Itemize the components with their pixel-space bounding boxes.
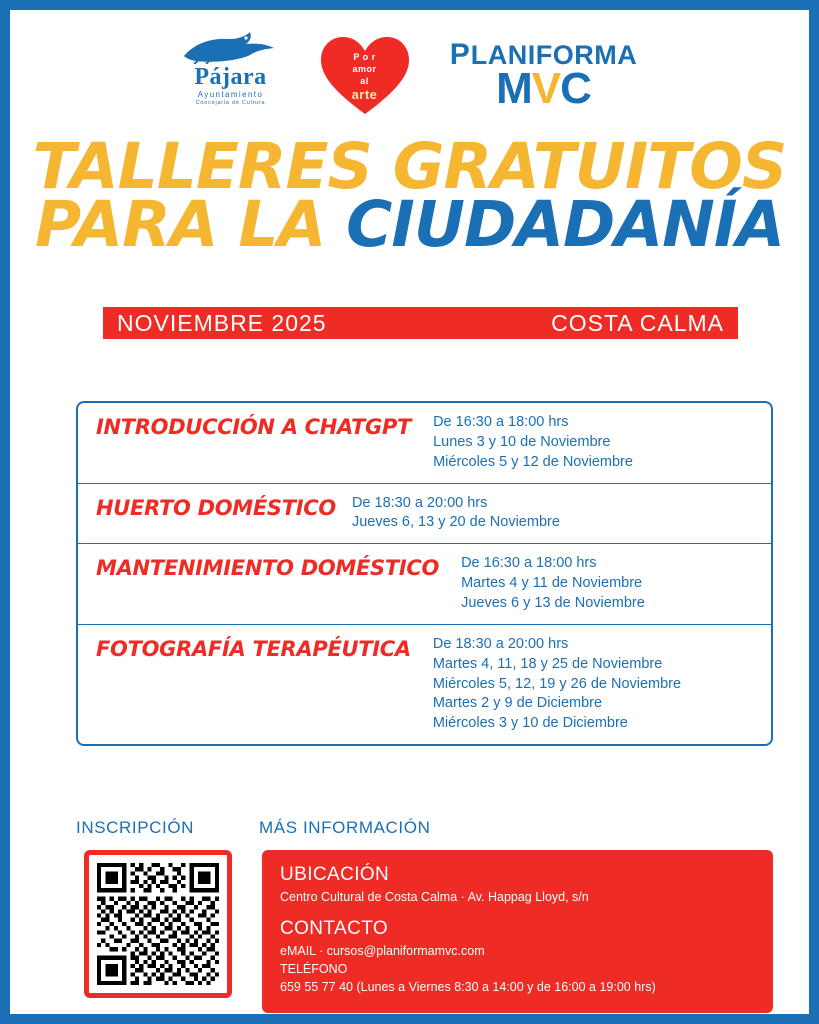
workshop-schedule: De 18:30 a 20:00 hrs (351, 494, 488, 511)
panel-spacer (280, 906, 755, 918)
bottom-labels (76, 818, 773, 838)
workshop-title: FOTOGRAFÍA TERAPÉUTICA (96, 636, 411, 661)
headline-line-2-yellow: PARA LA (34, 187, 347, 261)
contact-phone-label: TELÉFONO (280, 962, 348, 977)
location-text: Centro Cultural de Costa Calma · Av. Happag Lloyd, s/n (280, 890, 589, 904)
headline (10, 130, 809, 261)
headline-line-2 (10, 187, 809, 261)
contact-email[interactable]: eMAIL · cursos@planiformamvc.com (280, 944, 485, 959)
qr-code-icon[interactable] (97, 863, 219, 985)
workshop-date: Miércoles 3 y 10 de Diciembre (432, 715, 628, 732)
workshop-date: Jueves 6 y 13 de Noviembre (461, 595, 645, 612)
workshop-row (78, 403, 771, 484)
bird-icon (176, 30, 286, 64)
pajara-name: Pájara (194, 64, 267, 90)
workshop-date: Martes 2 y 9 de Diciembre (432, 695, 603, 712)
workshop-title: HUERTO DOMÉSTICO (96, 495, 336, 520)
workshop-schedule: De 16:30 a 18:00 hrs (461, 555, 597, 572)
heart-line-2: amor (352, 64, 377, 74)
heart-line-4: arte (351, 87, 378, 102)
workshop-details (433, 413, 633, 473)
workshop-date: Miércoles 5, 12, 19 y 26 de Noviembre (432, 675, 682, 692)
headline-line-2-blue: CIUDADANÍA (346, 187, 785, 261)
workshop-schedule: De 16:30 a 18:00 hrs (433, 414, 569, 430)
contact-phone[interactable]: 659 55 77 40 (Lunes a Viernes 8:30 a 14:00 y de 16:00 a 19:00 hrs) (280, 980, 656, 995)
workshop-date: Jueves 6, 13 y 20 de Noviembre (351, 514, 560, 531)
workshop-schedule: De 18:30 a 20:00 hrs (432, 635, 569, 652)
contact-heading: CONTACTO (280, 918, 389, 940)
heart-line-1: P o r (353, 52, 376, 62)
logo-por-amor-al-arte (317, 32, 413, 118)
info-panel (262, 850, 773, 1013)
planiforma-word: LANIFORMA (470, 39, 638, 70)
workshop-date: Miércoles 5 y 12 de Noviembre (433, 453, 633, 470)
workshops-table (76, 401, 773, 746)
mvc-c: C (560, 64, 591, 113)
workshop-row (78, 544, 771, 625)
pajara-subtitle: Ayuntamiento (197, 90, 264, 99)
mvc-m: M (496, 64, 532, 113)
bar-location: COSTA CALMA (551, 309, 724, 336)
mvc-v: V (531, 64, 561, 113)
workshop-date: Martes 4, 11, 18 y 25 de Noviembre (432, 655, 663, 672)
planiforma-initial: P (449, 38, 470, 71)
poster (10, 10, 809, 1014)
workshop-row (78, 625, 771, 744)
location-heading: UBICACIÓN (280, 864, 390, 885)
date-location-bar (103, 307, 738, 339)
more-info-label: MÁS INFORMACIÓN (259, 818, 431, 837)
heart-text (317, 32, 413, 118)
inscription-label: INSCRIPCIÓN (76, 818, 195, 837)
workshop-details (352, 494, 560, 534)
workshop-title: MANTENIMIENTO DOMÉSTICO (96, 556, 440, 581)
mvc-wordmark (439, 64, 649, 113)
bottom-panels (76, 850, 773, 1013)
heart-line-3: al (360, 76, 369, 86)
bottom-section (76, 818, 773, 1013)
workshop-date: Lunes 3 y 10 de Noviembre (433, 433, 611, 450)
workshop-title: INTRODUCCIÓN A CHATGPT (96, 415, 412, 439)
logo-pajara (171, 28, 291, 106)
workshop-date: Martes 4 y 11 de Noviembre (461, 575, 643, 592)
pajara-department: Concejalía de Cultura (195, 100, 266, 106)
workshop-details (461, 554, 645, 614)
workshop-row (78, 484, 771, 545)
headline-line-1: TALLERES GRATUITOS (32, 130, 787, 203)
workshop-details (433, 635, 681, 734)
qr-code-box[interactable] (84, 850, 232, 998)
logo-planiforma-mvc (439, 38, 649, 113)
bar-month: NOVIEMBRE 2025 (117, 309, 327, 336)
logo-row (10, 28, 809, 128)
